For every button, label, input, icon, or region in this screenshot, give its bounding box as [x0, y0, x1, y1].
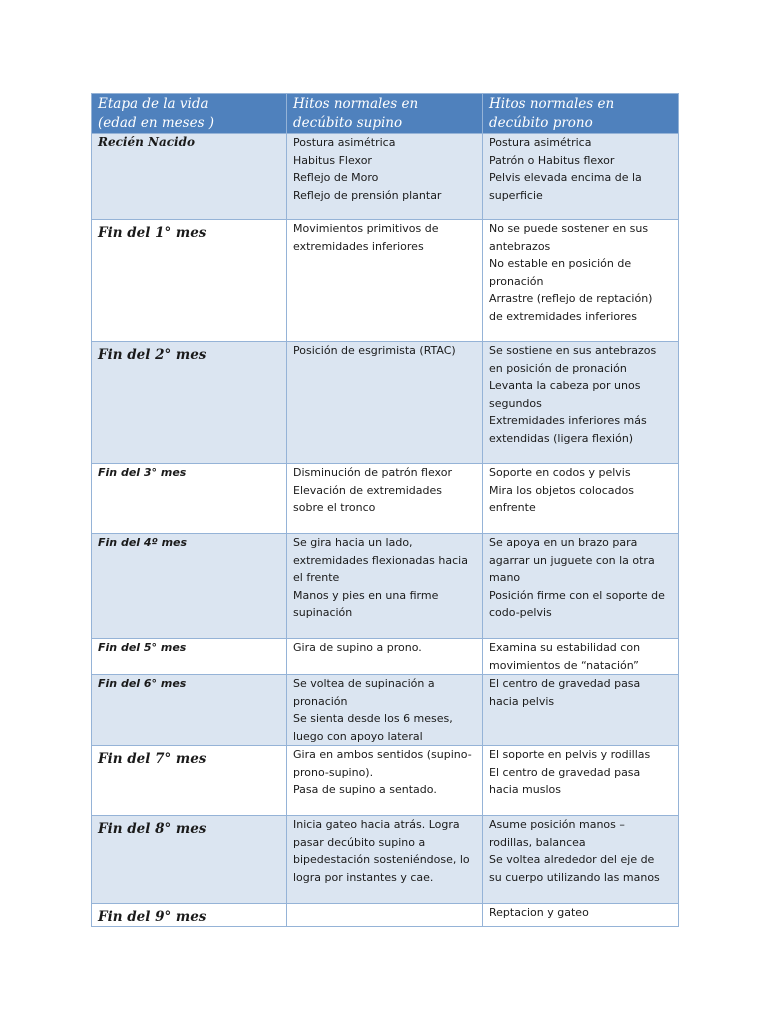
prono-cell: [483, 904, 679, 927]
prono-cell: [483, 639, 679, 675]
prono-line: Asume posición manos –: [489, 818, 625, 831]
table-row: [92, 746, 679, 816]
table-row: [92, 904, 679, 927]
prono-line: Arrastre (reflejo de reptación): [489, 292, 653, 305]
supino-cell: [287, 534, 483, 639]
prono-cell: [483, 816, 679, 904]
supino-cell: [287, 816, 483, 904]
stage-cell: Fin del 6° mes: [92, 675, 287, 746]
prono-line: pronación: [489, 274, 544, 288]
prono-line: Se voltea alrededor del eje de: [489, 853, 655, 866]
supino-cell: [287, 746, 483, 816]
prono-line: de extremidades inferiores: [489, 309, 637, 323]
supino-line: el frente: [293, 571, 340, 584]
prono-line: Pelvis elevada encima de la: [489, 171, 642, 184]
table-row: [92, 342, 679, 464]
header-prono: Hitos normales en decúbito prono: [483, 94, 679, 134]
supino-line: bipedestación sosteniéndose, lo: [293, 853, 470, 866]
prono-line: No estable en posición de: [489, 257, 632, 270]
supino-cell: [287, 675, 483, 746]
stage-cell: Fin del 3° mes: [92, 464, 287, 534]
prono-cell: [483, 220, 679, 342]
supino-line: logra por instantes y cae.: [293, 870, 434, 884]
table-row: [92, 639, 679, 675]
supino-cell: [287, 134, 483, 220]
stage-cell: Fin del 9° mes: [92, 904, 287, 927]
prono-line: mano: [489, 571, 521, 584]
supino-line: Gira de supino a prono.: [293, 641, 422, 654]
prono-line: agarrar un juguete con la otra: [489, 553, 655, 567]
supino-cell: [287, 342, 483, 464]
prono-line: en posición de pronación: [489, 361, 627, 375]
supino-line: pasar decúbito supino a: [293, 835, 426, 849]
table-header-row: [92, 94, 679, 134]
prono-cell: [483, 464, 679, 534]
supino-line: Manos y pies en una firme: [293, 588, 439, 602]
prono-line: No se puede sostener en sus: [489, 222, 649, 235]
supino-line: Inicia gateo hacia atrás. Logra: [293, 818, 460, 831]
header-supino: Hitos normales en decúbito supino: [287, 94, 483, 134]
supino-line: Movimientos primitivos de: [293, 222, 439, 235]
supino-cell: [287, 904, 483, 927]
stage-cell: Fin del 2° mes: [92, 342, 287, 464]
prono-line: Se sostiene en sus antebrazos: [489, 344, 657, 357]
prono-line: Reptacion y gateo: [489, 906, 589, 919]
prono-line: Patrón o Habitus flexor: [489, 153, 615, 167]
prono-line: antebrazos: [489, 239, 551, 253]
prono-line: El soporte en pelvis y rodillas: [489, 748, 651, 761]
prono-line: Examina su estabilidad con: [489, 641, 641, 654]
prono-line: rodillas, balancea: [489, 835, 586, 849]
prono-line: Levanta la cabeza por unos: [489, 379, 641, 392]
table-row: [92, 220, 679, 342]
stage-cell: Fin del 1° mes: [92, 220, 287, 342]
supino-line: Postura asimétrica: [293, 136, 396, 149]
prono-line: El centro de gravedad pasa: [489, 765, 641, 779]
stage-cell: Fin del 7° mes: [92, 746, 287, 816]
prono-cell: [483, 134, 679, 220]
header-stage: Etapa de la vida (edad en meses ): [92, 94, 287, 134]
prono-line: El centro de gravedad pasa: [489, 677, 641, 690]
prono-line: segundos: [489, 396, 542, 410]
supino-line: extremidades inferiores: [293, 239, 424, 253]
supino-line: prono-supino).: [293, 765, 374, 779]
prono-line: hacia muslos: [489, 783, 561, 796]
stage-cell: Fin del 8° mes: [92, 816, 287, 904]
prono-line: Se apoya en un brazo para: [489, 536, 638, 549]
table-row: [92, 134, 679, 220]
prono-line: codo-pelvis: [489, 606, 552, 619]
supino-line: luego con apoyo lateral: [293, 729, 423, 743]
prono-cell: [483, 675, 679, 746]
stage-cell: Recién Nacido: [92, 134, 287, 220]
prono-line: enfrente: [489, 501, 536, 514]
supino-line: Reflejo de prensión plantar: [293, 188, 442, 202]
table-row: [92, 816, 679, 904]
table-row: [92, 464, 679, 534]
prono-line: extendidas (ligera flexión): [489, 431, 634, 445]
supino-line: supinación: [293, 606, 353, 619]
supino-line: pronación: [293, 694, 348, 708]
supino-line: Se gira hacia un lado,: [293, 536, 413, 549]
prono-line: hacia pelvis: [489, 694, 555, 708]
supino-line: Gira en ambos sentidos (supino-: [293, 748, 472, 761]
supino-line: Disminución de patrón flexor: [293, 466, 452, 479]
supino-cell: [287, 639, 483, 675]
prono-cell: [483, 534, 679, 639]
stage-cell: Fin del 5° mes: [92, 639, 287, 675]
stage-cell: Fin del 4º mes: [92, 534, 287, 639]
supino-line: Elevación de extremidades: [293, 483, 442, 497]
prono-line: Posición firme con el soporte de: [489, 588, 665, 602]
prono-line: su cuerpo utilizando las manos: [489, 870, 660, 884]
prono-cell: [483, 342, 679, 464]
table-row: [92, 534, 679, 639]
prono-line: Mira los objetos colocados: [489, 483, 634, 497]
supino-line: Pasa de supino a sentado.: [293, 783, 437, 796]
prono-line: Soporte en codos y pelvis: [489, 466, 631, 479]
supino-cell: [287, 464, 483, 534]
milestones-table: [91, 93, 679, 927]
supino-line: Posición de esgrimista (RTAC): [293, 344, 456, 357]
prono-line: movimientos de “natación”: [489, 658, 639, 672]
supino-line: Se sienta desde los 6 meses,: [293, 712, 453, 725]
prono-line: Postura asimétrica: [489, 136, 592, 149]
prono-line: superficie: [489, 188, 543, 202]
supino-line: extremidades flexionadas hacia: [293, 553, 468, 567]
supino-line: Habitus Flexor: [293, 153, 372, 167]
supino-line: sobre el tronco: [293, 501, 376, 514]
prono-cell: [483, 746, 679, 816]
prono-line: Extremidades inferiores más: [489, 414, 647, 427]
supino-line: Reflejo de Moro: [293, 171, 379, 184]
supino-cell: [287, 220, 483, 342]
table-row: [92, 675, 679, 746]
supino-line: Se voltea de supinación a: [293, 677, 435, 690]
